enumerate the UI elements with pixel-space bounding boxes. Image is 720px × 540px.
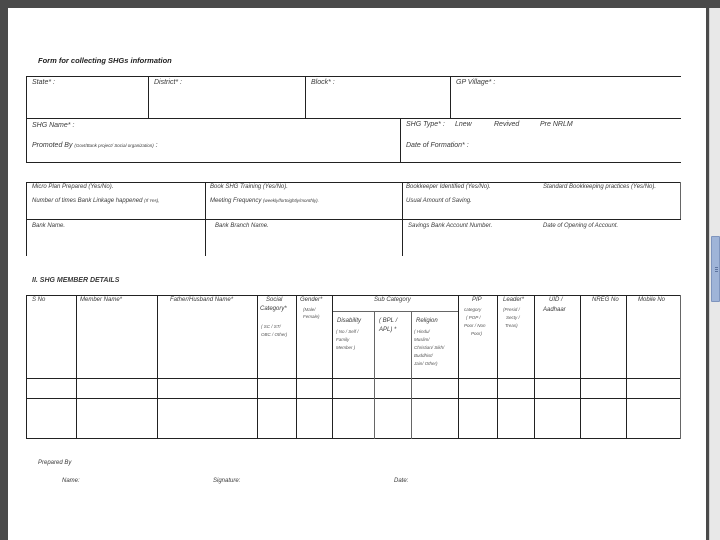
pip-options-4: Poor) [471,331,483,336]
shg-name-field[interactable]: SHG Name* : [32,122,75,129]
promoted-by-note: (Govt/Bank project/ Social organization) [74,143,154,148]
table-border [411,311,412,439]
state-field[interactable]: State* : [32,79,55,86]
grip-line [715,267,718,268]
table-border [332,295,333,439]
bank-linkage-note: (If Yes), [144,198,160,203]
header-uid-1: UID / [549,297,563,303]
promoted-by-colon: : [155,142,158,149]
table-border [26,182,27,256]
table-border [497,295,498,439]
table-border [26,118,681,119]
grip-line [715,269,718,270]
leader-options-3: Treas) [505,323,518,328]
table-border [26,295,681,296]
religion-options-3: Christian/ Sikh/ [414,345,445,350]
table-border [305,76,306,119]
shg-type-option-revived[interactable]: Revived [494,121,520,128]
grip-line [715,271,718,272]
meeting-frequency-text: Meeting Frequency [210,198,262,204]
table-border [400,118,401,163]
gender-options-2: Female) [303,314,320,319]
pip-options-2: ( POP / [466,315,481,320]
header-gender: Gender* [300,297,323,303]
header-member-name: Member Name* [80,297,123,303]
table-border [26,398,681,399]
table-border [26,295,27,439]
standard-bookkeeping-field[interactable]: Standard Bookkeeping practices (Yes/No). [543,184,657,190]
scrollbar-thumb[interactable] [711,236,720,302]
name-field[interactable]: Name: [62,478,80,484]
meeting-frequency-field[interactable] [210,198,319,204]
table-border [26,118,27,163]
section-2-title: II. SHG MEMBER DETAILS [32,277,120,284]
religion-options-2: Muslim/ [414,337,430,342]
table-border [205,182,206,256]
bank-linkage-field[interactable] [32,198,160,204]
table-border [626,295,627,439]
table-border [26,378,681,379]
header-bpl-apl-1: ( BPL / [379,318,398,324]
date-of-formation-field[interactable]: Date of Formation* : [406,142,469,149]
table-border [157,295,158,439]
header-s-no: S No [32,297,46,303]
leader-options-2: Secty / [506,315,520,320]
table-border [450,76,451,119]
document-page [8,8,706,540]
table-border [26,219,681,220]
religion-options-1: ( Hindu/ [414,329,430,334]
disability-options-2: Family [336,337,350,342]
header-bpl-apl-2: APL) * [379,327,397,333]
shg-type-label: SHG Type* : [406,121,445,128]
header-leader: Leader* [503,297,525,303]
table-border [296,295,297,439]
gender-options-1: (Male/ [303,307,316,312]
table-border [26,76,27,119]
table-border [76,295,77,439]
table-border [680,182,681,219]
religion-options-4: Buddhist/ [414,353,433,358]
social-category-options-2: OBC / Other) [261,332,288,337]
table-border [148,76,149,119]
table-border [26,438,681,439]
date-field[interactable]: Date: [394,478,409,484]
bank-name-field[interactable]: Bank Name. [32,223,66,229]
disability-options-3: Member ) [336,345,356,350]
promoted-by-text: Promoted By [32,142,73,149]
district-field[interactable]: District* : [154,79,182,86]
usual-saving-field[interactable]: Usual Amount of Saving. [406,198,472,204]
table-border [402,182,403,256]
form-title: Form for collecting SHGs information [38,56,172,65]
table-border [332,311,458,312]
header-nrega: NREG No [592,297,619,303]
bank-branch-field[interactable]: Bank Branch Name. [215,223,269,229]
bookkeeper-field[interactable]: Bookkeeper Identified (Yes/No). [406,184,491,190]
religion-options-5: Jain/ Other) [414,361,438,366]
account-number-field[interactable]: Savings Bank Account Number. [408,223,493,229]
table-border [680,295,681,439]
bank-linkage-text: Number of times Bank Linkage happened [32,198,143,204]
prepared-by-label: Prepared By [38,460,72,466]
table-border [26,162,681,163]
shg-type-option-pre-nrlm[interactable]: Pre NRLM [540,121,573,128]
meeting-frequency-note: (weekly/fortnightly/monthly). [263,198,319,203]
opening-date-field[interactable]: Date of Opening of Account. [543,223,619,229]
header-social-category-2: Category* [260,306,287,312]
header-uid-2: Aadhaar [543,307,566,313]
table-border [458,295,459,439]
book-training-field[interactable]: Book SHG Training (Yes/No). [210,184,288,190]
social-category-options-1: ( SC / ST/ [261,324,281,329]
table-border [257,295,258,439]
table-border [374,311,375,439]
leader-options-1: (Presid / [503,307,520,312]
promoted-by-label [32,142,158,149]
table-border [534,295,535,439]
shg-type-option-new[interactable]: Lnew [455,121,472,128]
table-border [580,295,581,439]
table-border [26,182,681,183]
header-pip: PIP [472,297,482,303]
header-social-category-1: Social [266,297,283,303]
header-disability: Disability [337,318,362,324]
pip-options-1: category [464,307,482,312]
header-mobile: Mobile No [638,297,666,303]
gp-village-field[interactable]: GP Village* : [456,79,496,86]
micro-plan-field[interactable]: Micro Plan Prepared (Yes/No). [32,184,114,190]
signature-field[interactable]: Signature: [213,478,241,484]
disability-options-1: ( No / Self / [336,329,359,334]
header-father-husband: Father/Husband Name* [170,297,234,303]
table-border [26,76,681,77]
header-sub-category: Sub Category [374,297,411,303]
header-religion: Religion [416,318,438,324]
block-field[interactable]: Block* : [311,79,335,86]
pip-options-3: Poor / Non [464,323,486,328]
